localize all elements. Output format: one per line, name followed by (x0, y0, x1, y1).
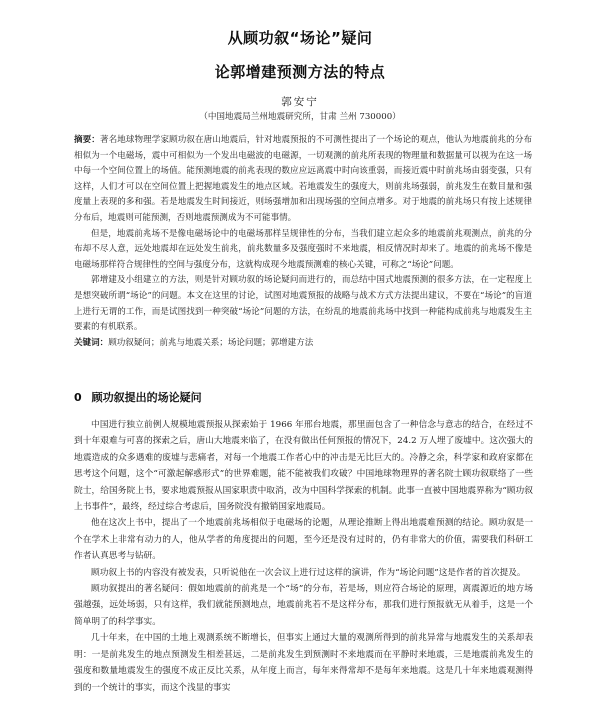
body-paragraph: 他在这次上书中，提出了一个地震前兆场相似于电磁场的论题，从理论推断上得出地震难预测的结论。顾功叙是一个在学术上非常有动力的人，他从学者的角度提出的问题，至今还是没有过时的，仍有非常大的价值，需要我们科研工作者认真思考与钻研。 (74, 518, 533, 562)
abstract-paragraph (74, 133, 532, 227)
keywords-text: 顾功叙疑问；前兆与地震关系；场论问题；郭增建方法 (108, 337, 314, 348)
keywords-line (74, 336, 532, 352)
abstract-paragraph: 郭增建及小组建立的方法，则是针对顾功叙的场论疑问而进行的，而总结中国式地震预测的很多方法，在一定程度上是想突破所谓“场论”的问题。本文在这里的讨论，试图对地震预报的战略与战术方式方法提出建议，不要在“场论”的盲道上进行无谓的工作，而是试图找到一种突破“场论”问题的方法，在纷乱的地震前兆场中找到一种能构成前兆与地震发生主要素的有机联系。 (74, 275, 532, 333)
section-title: 顾功叙提出的场论疑问 (91, 391, 202, 404)
body-paragraph: 几十年来，在中国的土地上观测系统不断增长，但事实上通过大量的观测所得到的前兆异常与地震发生的关系却表明：一是前兆发生的地点预测发生相差甚远，二是前兆发生到预测时不来地震而在平静时来地震，三是地震前兆发生的强度和数量地震发生的强度不成正反比关系，从年度上而言，每年来得常却不是每年来地震。这是几十年来地震观测得到的一个统计的事实，而这个浅显的事实 (74, 633, 533, 693)
section-heading (74, 389, 534, 405)
body-paragraph: 顾功叙上书的内容没有被发表，只听说他在一次会议上进行过这样的演讲，作为“场论问题”这是作者的首次提及。 (91, 567, 526, 578)
body-paragraph: 顾功叙提出的著名疑问：假如地震前的前兆是一个“场”的分布，若是场，则应符合场论的原理，离震源近的地方场强越强，远处场弱，只有这样，我们就能预测地点，地震前兆若不是这样分布，那我们进行预报就无从着手，这是一个简单明了的科学事实。 (74, 584, 533, 627)
author-affiliation: （中国地震局兰州地震研究所，甘肃 兰州 730000） (199, 112, 401, 122)
paper-title-line-1: 从顾功叙“场论”疑问 (227, 29, 373, 47)
abstract-label: 摘要： (74, 135, 100, 145)
author-name: 郭安宁 (281, 96, 319, 108)
abstract-block (74, 133, 532, 351)
abstract-paragraph: 但是，地震前兆场不是像电磁场论中的电磁场那样呈规律性的分布，当我们建立起众多的地震前兆观测点，前兆的分布却不尽人意，远处地震却在远处发生前兆，前兆数量多及强度强时不来地震，相反情况时却来了。地震的前兆场不像是电磁场那样符合规律性的空间与强度分布，这就构成现今地震预测难的核心关键，可称之“场论”问题。 (74, 228, 532, 270)
body-paragraph: 中国进行独立前例人规模地震预报从探索始于 1966 年邢台地震，那里面包含了一种信念与意志的结合，在经过不到十年艰难与可喜的探索之后，唐山大地震来临了，在没有做出任何预报的情况下，24.2 万人埋了废墟中。这次强大的地震造成的众多遇难的废墟与悲痛者，对每一个地震工作者心中的冲击是无比巨大的。冷静之余，科学家和政府家都在思考这个问题，这个“可激起解惑形式”的世界难题，能不能被我们攻破？中国地球物理界的著名院士顾功叙联络了一些院士，给国务院上书，要求地震预报从国家职责中取消，改为中国科学探索的机制。此事一直被中国地震界称为“顾功叙上书事件”，最终，经过综合考虑后，国务院没有撤销国家地震局。 (74, 420, 533, 513)
section-number: 0 (74, 391, 82, 404)
keywords-label: 关键词： (74, 337, 109, 348)
abstract-text-1: 著名地球物理学家顾功叙在唐山地震后，针对地震预报的不可测性提出了一个场论的观点，他认为地震前兆的分布相似为一个电磁场，震中可相似为一个发出电磁波的电磁源，一切观测的前兆所表现的物理量和数据量可以视为在这一场中每一个空间位置上的场值。能预测地震的前兆表现的数应应远离震中时向该重弱，而接近震中时前兆场由弱变强，只有这样，人们才可以在空间位置上把握地震发生的地点区域。若地震发生的强度大，则前兆场强弱，前兆发生在数目量和强度量上表现的多和强。若是地震发生时间接近，则场强增加和出现场强的空间点增多。对于地震的前兆场只有按上述规律分布后，地震则可能预测，否则地震预测成为不可能事情。 (74, 135, 533, 223)
body-text (74, 417, 533, 707)
paper-title-line-2: 论郭增建预测方法的特点 (214, 63, 386, 81)
